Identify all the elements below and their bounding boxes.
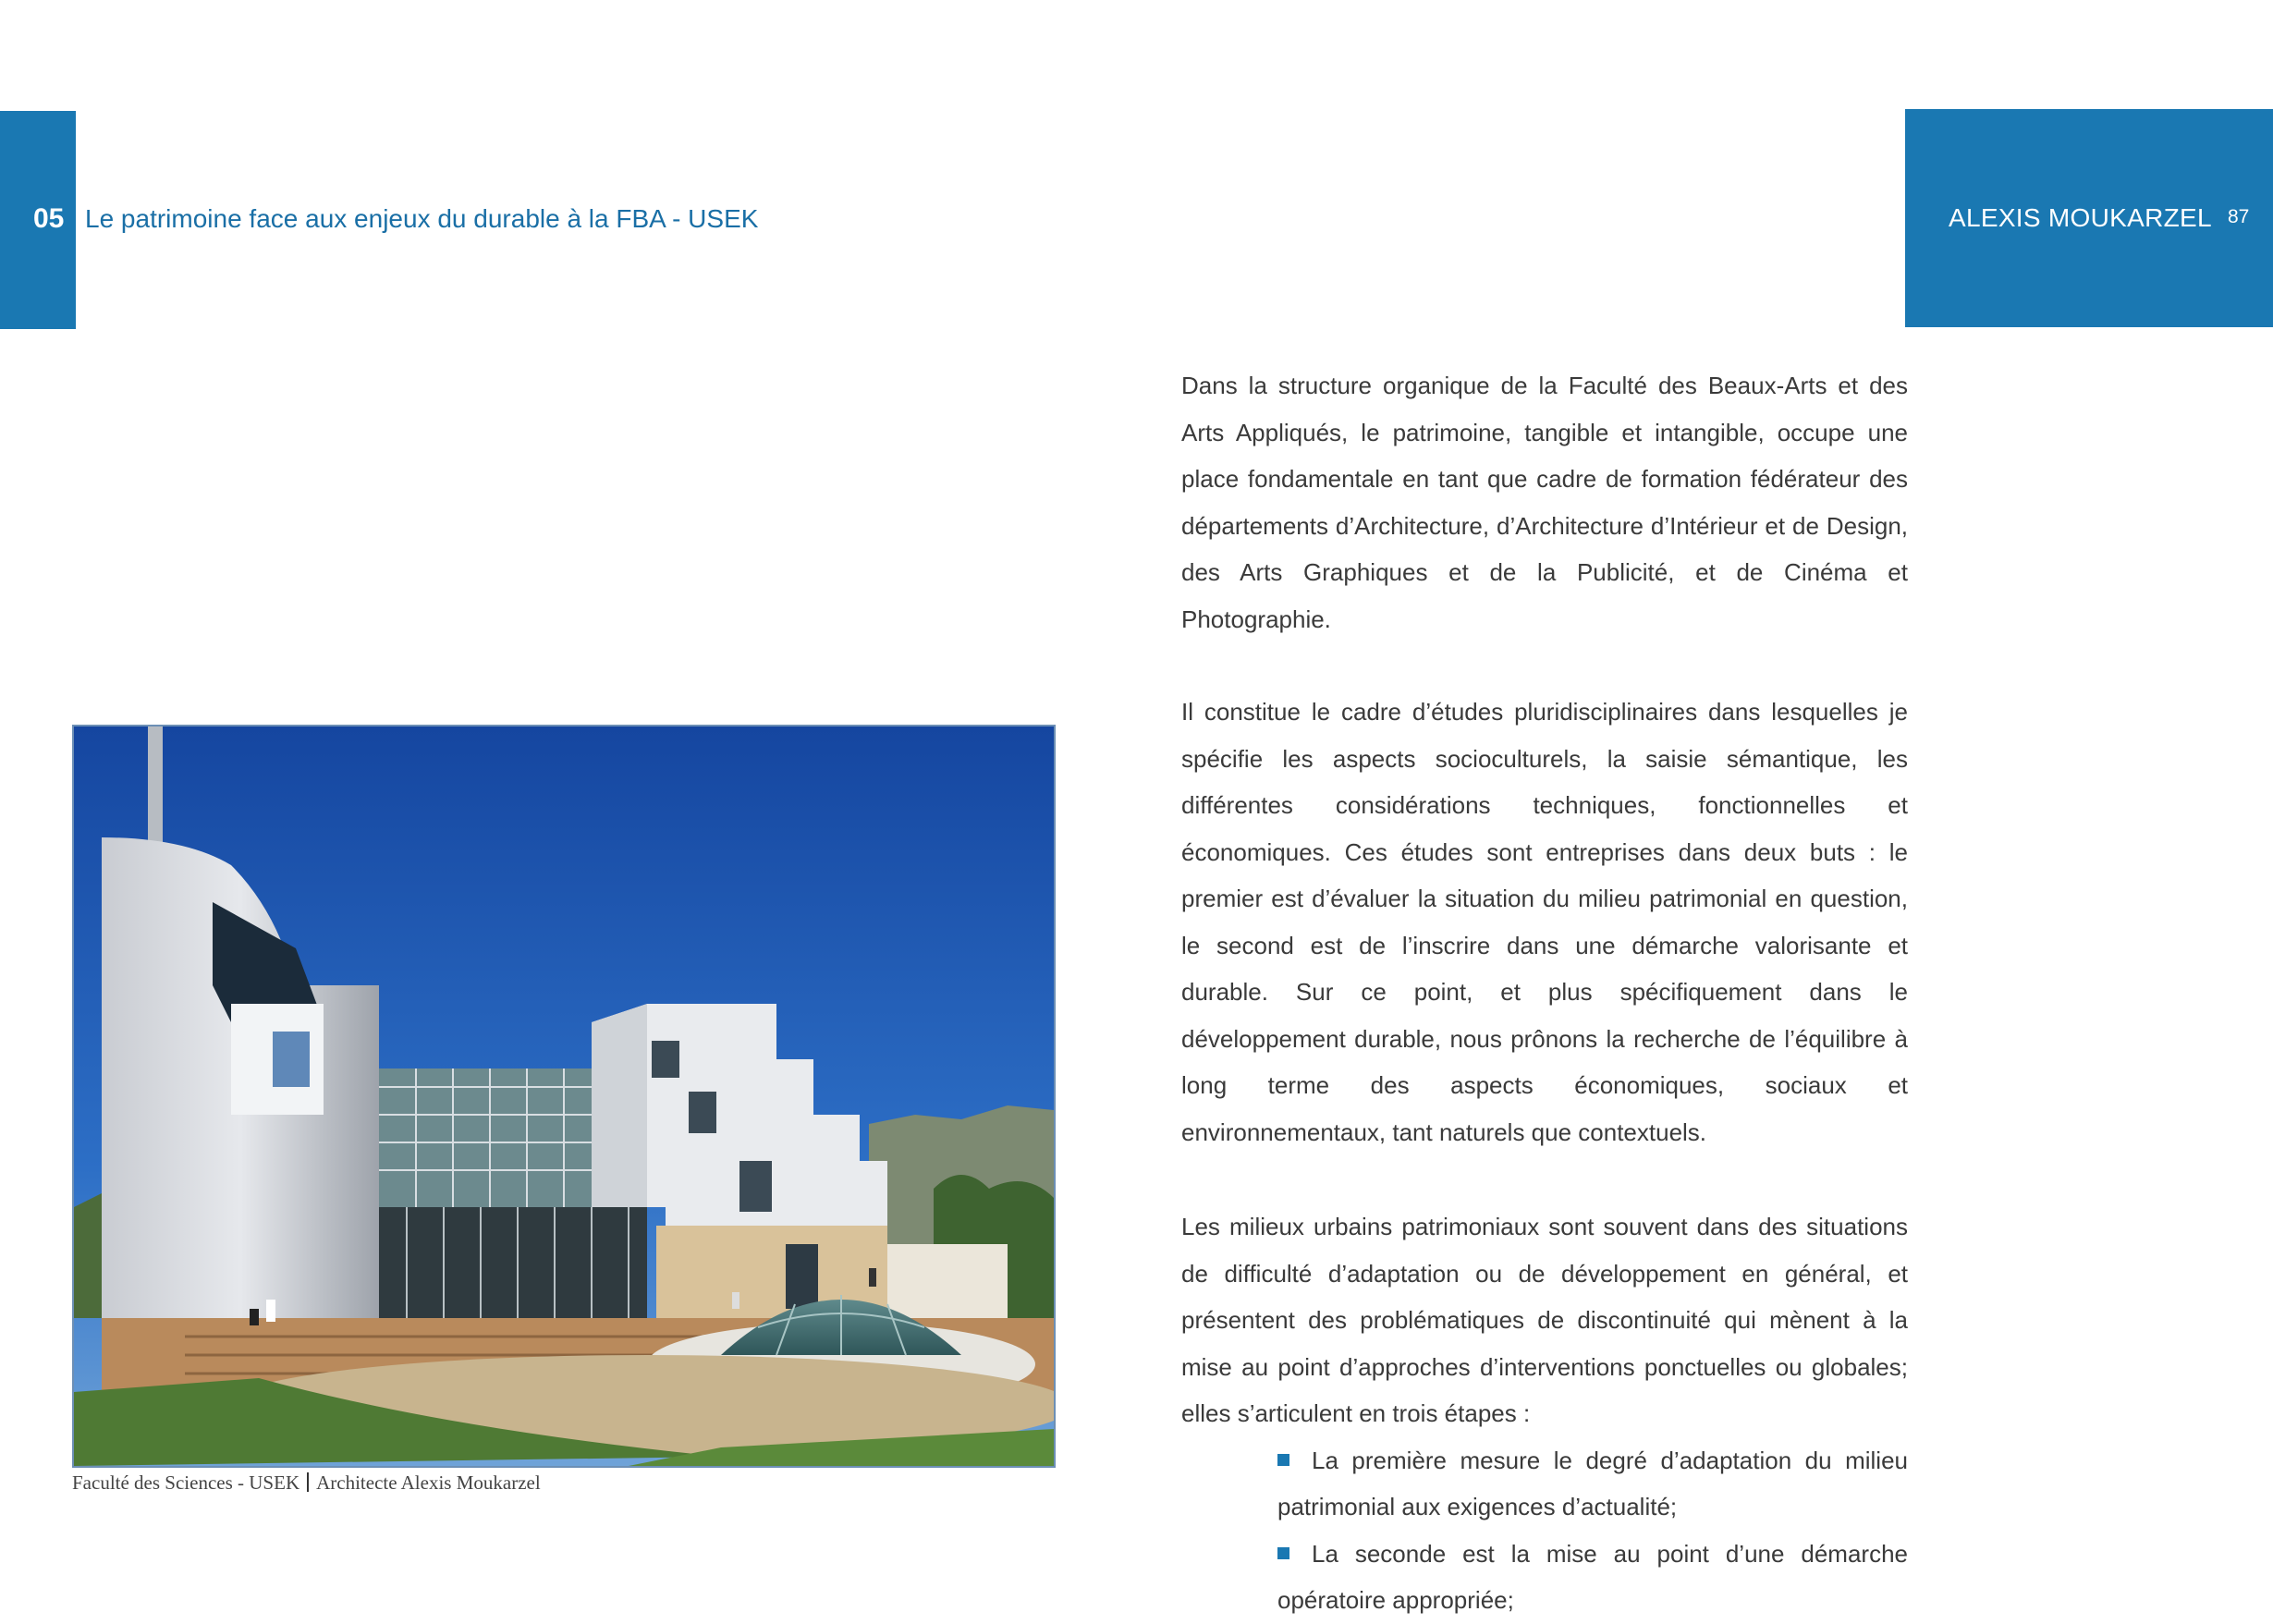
list-item: [1277, 1531, 1908, 1624]
bullet-text: La première mesure le degré d’adaptation du milieu patrimonial aux exigences d’actualité;: [1277, 1446, 1908, 1520]
bullet-text: La seconde est la mise au point d’une démarche opératoire appropriée;: [1277, 1539, 1908, 1614]
caption-title: Faculté des Sciences - USEK: [72, 1471, 300, 1494]
chapter-number: 05: [33, 203, 65, 234]
building-illustration: [74, 727, 1054, 1466]
caption-separator: [307, 1472, 309, 1492]
bullet-list: [1181, 1437, 1908, 1624]
list-item: [1277, 1437, 1908, 1531]
body-text: [1181, 362, 1908, 1624]
chapter-title: Le patrimoine face aux enjeux du durable à la FBA - USEK: [85, 204, 759, 233]
paragraph-1: Dans la structure organique de la Faculté des Beaux-Arts et des Arts Appliqués, le patrimoine, tangible et intangible, occupe une place fondamentale en tant que cadre de formation fédérateur des départements d’Architecture, d’Architecture d’Intérieur et de Design, des Arts Graphiques et de la Publicité, et de Cinéma et Photographie.: [1181, 372, 1908, 633]
building-photo: [72, 725, 1056, 1468]
figure-caption: [72, 1472, 541, 1493]
caption-credit: Architecte Alexis Moukarzel: [316, 1471, 541, 1494]
paragraph-3: Les milieux urbains patrimoniaux sont souvent dans des situations de difficulté d’adaptation ou de développement en général, et présentent des problématiques de discontinuité qui mènent à la mise au point d’approches d’interventions ponctuelles ou globales; elles s’articulent en trois étapes :: [1181, 1213, 1908, 1427]
author-name: ALEXIS MOUKARZEL: [1949, 203, 2212, 232]
paragraph-2: Il constitue le cadre d’études pluridisciplinaires dans lesquelles je spécifie les aspects socioculturels, la saisie sémantique, les différentes considérations techniques, fonctionnelles et économiques. Ces études sont entreprises dans deux buts : le premier est d’évaluer la situation du milieu patrimonial en question, le second est de l’inscrire dans une démarche valorisante et durable. Sur ce point, et plus spécifiquement dans le développement durable, nous prônons la recherche de l’équilibre à long terme des aspects économiques, sociaux et environnementaux, tant naturels que contextuels.: [1181, 698, 1908, 1146]
page-number: 87: [2228, 206, 2250, 227]
square-bullet-icon: [1277, 1454, 1289, 1466]
square-bullet-icon: [1277, 1547, 1289, 1559]
